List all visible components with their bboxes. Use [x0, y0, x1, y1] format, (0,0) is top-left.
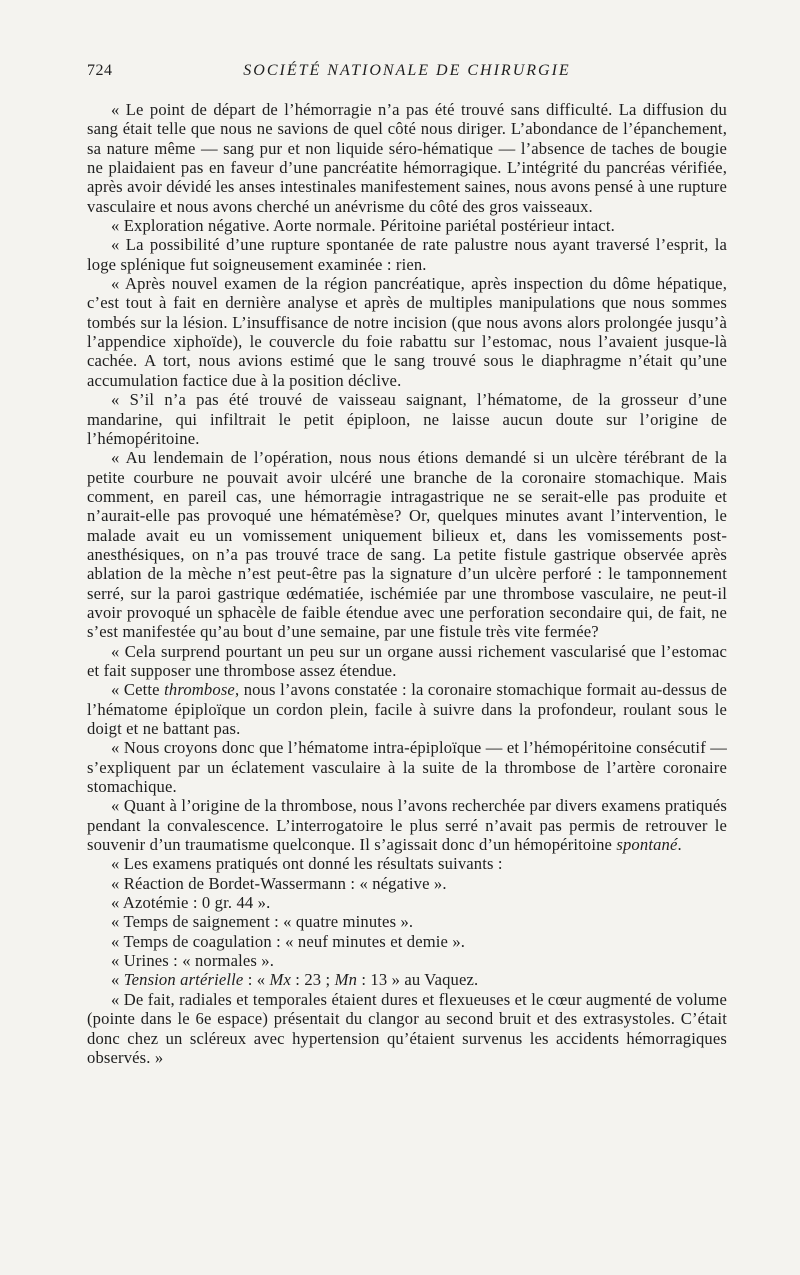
paragraph-thrombose	[87, 680, 727, 738]
paragraph: « Au lendemain de l’opération, nous nous étions demandé si un ulcère térébrant de la petite courbure ne pouvait avoir ulcéré une branche de la coronaire stomachique. Mais comment, en pareil cas, une hémorragie intragastrique ne se serait-elle pas produite et n’aurait-elle pas provoqué une hématémèse? Or, quelques minutes avant l’intervention, le malade avait eu un vomissement uniquement bilieux et, dans les vomissements post-anesthésiques, on n’a pas trouvé trace de sang. La petite fistule gastrique observée après ablation de la mèche n’est peut-être pas la signature d’un ulcère perforé : le tamponnement serré, sur la paroi gastrique œdématiée, ischémiée par une thrombose vasculaire, ne peut-il avoir provoqué un sphacèle de faible étendue avec une perforation secondaire qui, de fait, ne s’est manifestée qu’au bout d’une semaine, par une fistule très vite fermée?	[87, 448, 727, 642]
text-run: «	[111, 970, 124, 990]
text-run: « Cette	[111, 680, 165, 700]
paragraph: « Exploration négative. Aorte normale. Péritoine pariétal postérieur intact.	[111, 216, 615, 236]
running-title: SOCIÉTÉ NATIONALE DE CHIRURGIE	[243, 62, 571, 79]
result-line: « Azotémie : 0 gr. 44 ».	[111, 893, 271, 913]
result-line: « Réaction de Bordet-Wassermann : « négative ».	[111, 873, 447, 893]
paragraph: « La possibilité d’une rupture spontanée de rate palustre nous ayant traversé l’esprit, la loge splénique fut soigneusement examinée : rien.	[87, 235, 727, 274]
text-run: : 13 » au Vaquez.	[357, 970, 479, 990]
tension-label: Tension artérielle	[123, 970, 244, 990]
page-number: 724	[87, 62, 113, 79]
italic-term: thrombose	[164, 680, 235, 700]
tension-line	[87, 970, 727, 989]
result-line: « Urines : « normales ».	[111, 951, 275, 971]
paragraph: « Cela surprend pourtant un peu sur un organe aussi richement vascularisé que l’estomac et fait supposer une thrombose assez étendue.	[87, 641, 727, 680]
result-line: « Temps de saignement : « quatre minutes ».	[111, 912, 414, 932]
page-header	[87, 62, 727, 84]
mn-label: Mn	[334, 970, 358, 990]
paragraph: « Après nouvel examen de la région pancréatique, après inspection du dôme hépatique, c’est tout à fait en dernière analyse et après de multiples manipulations que nous sommes tombés sur la lésion. L’insuffisance de notre incision (que nous avons alors prolongée jusqu’à l’appendice xiphoïde), le couvercle du foie rabattu sur l’estomac, nous l’avaient jusque-là cachée. A tort, nous avions estimé que le sang trouvé sous le diaphragme n’était qu’une accumulation factice due à la position déclive.	[87, 274, 727, 390]
text-run: : «	[243, 970, 270, 990]
italic-term: spontané	[616, 835, 678, 855]
result-line: « Temps de coagulation : « neuf minutes et demie ».	[111, 931, 466, 951]
text-run: « Quant à l’origine de la thrombose, nous l’avons recherchée par divers examens pratiqués pendant la convalescence. L’interrogatoire le plus serré n’avait pas permis de retrouver le souvenir d’un traumatisme quelconque. Il s’agissait donc d’un hémopéritoine	[87, 796, 727, 855]
body-text	[87, 100, 727, 1067]
paragraph: « S’il n’a pas été trouvé de vaisseau saignant, l’hématome, de la grosseur d’une mandarine, qui infiltrait le petit épiploon, ne laisse aucun doute sur l’origine de l’hémopéritoine.	[87, 390, 727, 448]
paragraph: « Nous croyons donc que l’hématome intra-épiploïque — et l’hémopéritoine consécutif — s’expliquent par un éclatement vasculaire à la suite de la thrombose de l’artère coronaire stomachique.	[87, 738, 727, 797]
mx-label: Mx	[269, 970, 291, 990]
results-intro: « Les examens pratiqués ont donné les résultats suivants :	[111, 854, 503, 874]
text-run: , nous l’avons constatée : la coronaire stomachique formait au-dessus de l’hématome épiploïque un cordon plein, facile à suivre dans la profondeur, roulant sous le doigt et ne battant pas.	[87, 680, 727, 738]
conclusion-paragraph: « De fait, radiales et temporales étaient dures et flexueuses et le cœur augmenté de volume (pointe dans le 6e espace) présentait du clangor au second bruit et des extrasystoles. C’était donc chez un scléreux avec hypertension qu’étaient survenus les accidents hémorragiques observés. »	[87, 989, 727, 1067]
paragraph-origin	[87, 796, 727, 854]
paragraph: « Le point de départ de l’hémorragie n’a pas été trouvé sans difficulté. La diffusion du sang était telle que nous ne savions de quel côté nous diriger. L’abondance de l’épanchement, sa nature même — sang pur et non liquide séro-hématique — l’absence de taches de bougie ne plaidaient pas en faveur d’une pancréatite hémorragique. L’intégrité du pancréas vérifiée, après avoir dévidé les anses intestinales manifestement saines, nous avons pensé à une rupture vasculaire et nous avons cherché un anévrisme du côté des gros vaisseaux.	[87, 100, 727, 216]
text-run: : 23 ;	[291, 970, 335, 990]
text-run: .	[677, 835, 682, 855]
